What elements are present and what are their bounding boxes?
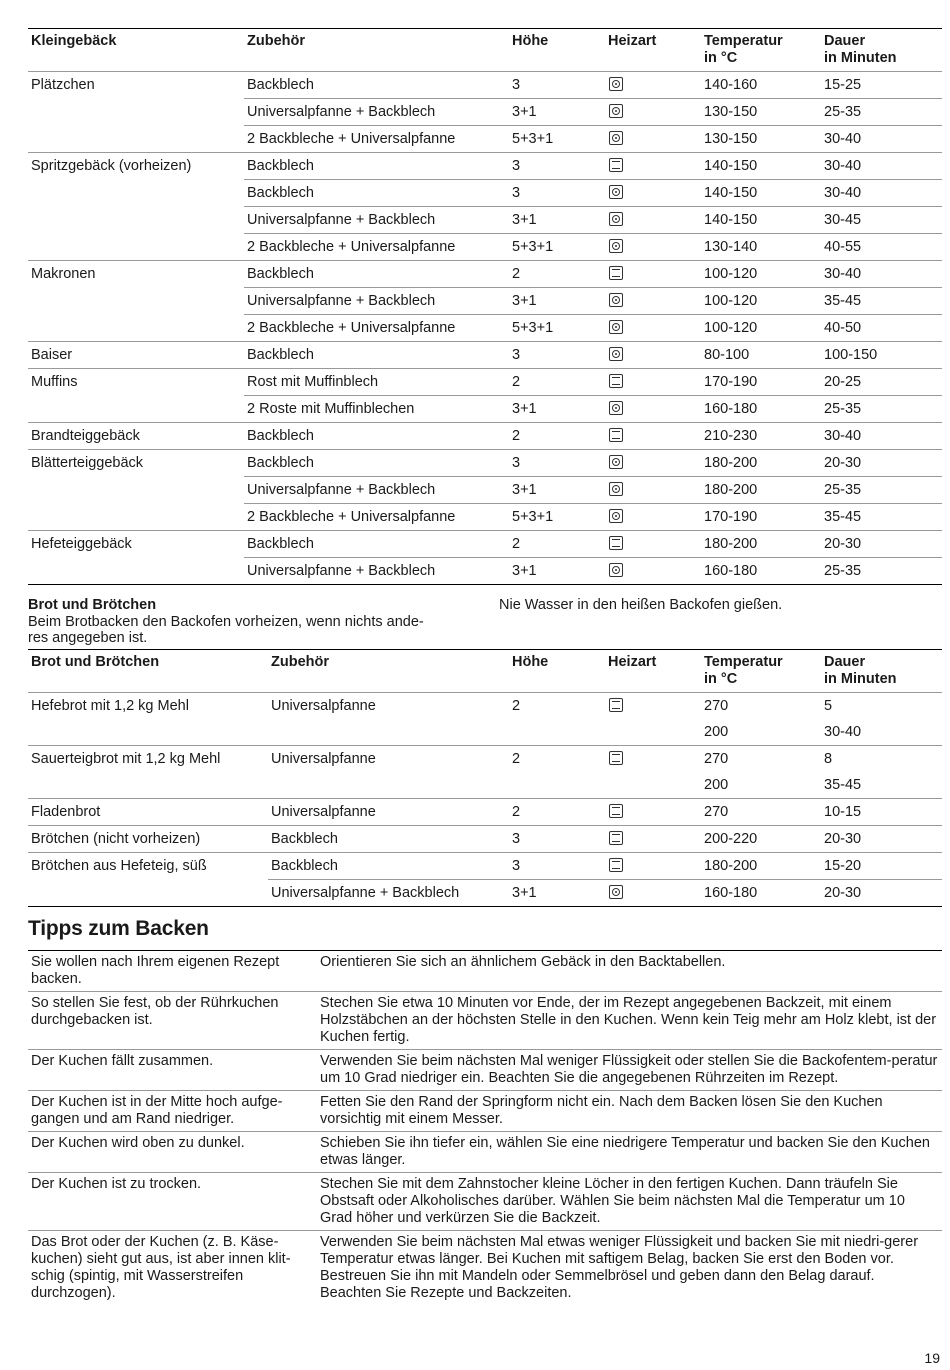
hot-air-fan-icon	[609, 885, 623, 899]
accessory: 2 Backbleche + Universalpfanne	[244, 234, 509, 261]
tip-problem: Der Kuchen ist zu trocken.	[28, 1173, 317, 1231]
tip-row	[28, 1050, 942, 1091]
tip-row	[28, 1173, 942, 1231]
duration: 35-45	[824, 777, 862, 793]
table-row	[28, 558, 942, 585]
duration: 30-40	[821, 180, 942, 207]
item-name: Brötchen (nicht vorheizen)	[28, 826, 268, 853]
item-name	[28, 504, 244, 531]
hot-air-fan-icon	[609, 212, 623, 226]
temperature: 200-220	[701, 826, 821, 853]
column-header: Heizart	[608, 654, 657, 670]
accessory: Universalpfanne + Backblech	[244, 477, 509, 504]
page-number: 19	[924, 1350, 940, 1366]
temperature: 170-190	[701, 504, 821, 531]
temperature: 140-150	[701, 207, 821, 234]
heating-mode	[605, 72, 701, 99]
hot-air-fan-icon	[609, 347, 623, 361]
temperature: 130-140	[701, 234, 821, 261]
tip-solution: Verwenden Sie beim nächsten Mal etwas weniger Flüssigkeit und backen Sie mit niedri-gerer Temperatur etwas länger. Bei Kuchen mit saftigem Belag, backen Sie erst den Boden vor. Bestreuen Sie ihn mit Mandeln oder Semmelbrösel und geben dann den Belag darauf. Beachten Sie Rezepte und Backzeiten.	[317, 1231, 942, 1306]
table-row	[28, 450, 942, 477]
level: 2	[509, 693, 605, 720]
column-header: Brot und Brötchen	[31, 654, 160, 670]
item-name	[28, 772, 268, 799]
duration: 35-45	[821, 288, 942, 315]
accessory: Backblech	[244, 72, 509, 99]
tip-row	[28, 1132, 942, 1173]
heating-mode	[605, 369, 701, 396]
heating-mode	[605, 207, 701, 234]
table-row	[28, 99, 942, 126]
item-name: Makronen	[28, 261, 244, 288]
hot-air-fan-icon	[609, 185, 623, 199]
item-name: Fladenbrot	[28, 799, 268, 826]
duration: 8	[821, 746, 942, 773]
accessory: Backblech	[268, 853, 509, 880]
hot-air-fan-icon	[609, 131, 623, 145]
column-header: Dauer in Minuten	[824, 654, 897, 687]
accessory: Universalpfanne + Backblech	[268, 880, 509, 907]
table-row	[28, 772, 942, 799]
item-name: Brötchen aus Hefeteig, süß	[28, 853, 268, 880]
table-row	[28, 880, 942, 907]
temperature: 140-150	[701, 153, 821, 180]
table-row	[28, 72, 942, 99]
table-row	[28, 477, 942, 504]
level: 3+1	[509, 396, 605, 423]
tips-table	[28, 950, 942, 1305]
level: 5+3+1	[509, 126, 605, 153]
table-row	[28, 853, 942, 880]
temperature: 100-120	[701, 288, 821, 315]
table-row	[28, 531, 942, 558]
hot-air-fan-icon	[609, 77, 623, 91]
accessory: Universalpfanne + Backblech	[244, 558, 509, 585]
duration: 30-40	[824, 724, 862, 740]
level: 3+1	[509, 558, 605, 585]
duration: 30-40	[821, 126, 942, 153]
item-name: Plätzchen	[28, 72, 244, 99]
duration: 25-35	[821, 477, 942, 504]
duration: 25-35	[821, 558, 942, 585]
level	[509, 719, 605, 746]
tip-solution: Fetten Sie den Rand der Springform nicht ein. Nach dem Backen lösen Sie den Kuchen vorsichtig mit einem Messer.	[317, 1091, 942, 1132]
level: 3	[509, 153, 605, 180]
accessory: Universalpfanne	[268, 746, 509, 773]
heating-mode	[605, 772, 701, 799]
top-bottom-heat-icon	[609, 536, 623, 550]
table-header	[28, 29, 942, 72]
heating-mode	[605, 826, 701, 853]
column-header: Temperatur in °C	[704, 654, 783, 687]
tip-problem: Der Kuchen fällt zusammen.	[28, 1050, 317, 1091]
accessory: 2 Backbleche + Universalpfanne	[244, 315, 509, 342]
table-row	[28, 719, 942, 746]
tip-row	[28, 951, 942, 992]
heating-mode	[605, 477, 701, 504]
temperature: 200	[704, 777, 729, 793]
item-name	[28, 477, 244, 504]
table-row	[28, 288, 942, 315]
level: 3	[509, 180, 605, 207]
top-bottom-heat-icon	[609, 751, 623, 765]
heating-mode	[605, 880, 701, 907]
hot-air-fan-icon	[609, 455, 623, 469]
temperature: 130-150	[701, 99, 821, 126]
table-row	[28, 315, 942, 342]
table-row	[28, 504, 942, 531]
temperature: 180-200	[701, 531, 821, 558]
tip-solution: Stechen Sie mit dem Zahnstocher kleine Löcher in den fertigen Kuchen. Dann träufeln Sie Obstsaft oder Alkoholisches darüber. Wählen Sie beim nächsten Mal die Temperatur um 10 Grad höher und verkürzen Sie die Backzeit.	[317, 1173, 942, 1231]
table-row	[28, 207, 942, 234]
temperature: 180-200	[701, 450, 821, 477]
temperature: 180-200	[701, 853, 821, 880]
temperature: 170-190	[701, 369, 821, 396]
table-row	[28, 826, 942, 853]
heating-mode	[605, 799, 701, 826]
accessory: Backblech	[244, 153, 509, 180]
heating-mode	[605, 450, 701, 477]
item-name	[28, 315, 244, 342]
duration: 20-30	[821, 826, 942, 853]
accessory: Universalpfanne + Backblech	[244, 207, 509, 234]
tip-problem: Das Brot oder der Kuchen (z. B. Käse-kuchen) sieht gut aus, ist aber innen klit-schig (spintig, mit Wasserstreifen durchzogen).	[28, 1231, 317, 1306]
level: 3+1	[509, 880, 605, 907]
temperature: 160-180	[701, 396, 821, 423]
bread-intro-note: Nie Wasser in den heißen Backofen gießen.	[499, 597, 783, 613]
heating-mode	[605, 693, 701, 720]
hot-air-fan-icon	[609, 509, 623, 523]
column-header: Kleingebäck	[31, 33, 117, 49]
level: 2	[509, 746, 605, 773]
top-bottom-heat-icon	[609, 804, 623, 818]
table-row	[28, 342, 942, 369]
level: 2	[509, 799, 605, 826]
column-header: Temperatur in °C	[704, 33, 783, 66]
top-bottom-heat-icon	[609, 858, 623, 872]
heating-mode	[605, 153, 701, 180]
table-row	[28, 799, 942, 826]
tip-row	[28, 1091, 942, 1132]
accessory: Backblech	[244, 423, 509, 450]
column-header: Zubehör	[247, 33, 305, 49]
bread-intro	[28, 597, 942, 649]
table-kleingebaeck	[28, 28, 942, 585]
tip-row	[28, 1231, 942, 1306]
hot-air-fan-icon	[609, 104, 623, 118]
table-brot	[28, 649, 942, 907]
accessory: Backblech	[268, 826, 509, 853]
duration: 20-30	[821, 450, 942, 477]
table-row	[28, 369, 942, 396]
item-name: Sauerteigbrot mit 1,2 kg Mehl	[28, 746, 268, 773]
top-bottom-heat-icon	[609, 698, 623, 712]
heating-mode	[605, 315, 701, 342]
heating-mode	[605, 234, 701, 261]
duration: 5	[821, 693, 942, 720]
top-bottom-heat-icon	[609, 158, 623, 172]
tip-problem: Der Kuchen wird oben zu dunkel.	[28, 1132, 317, 1173]
temperature: 160-180	[701, 558, 821, 585]
duration: 30-40	[821, 261, 942, 288]
accessory: Universalpfanne + Backblech	[244, 99, 509, 126]
heating-mode	[605, 504, 701, 531]
tip-solution: Stechen Sie etwa 10 Minuten vor Ende, der im Rezept angegebenen Backzeit, mit einem Holzstäbchen an der höchsten Stelle in den Kuchen. Wenn kein Teig mehr am Holz klebt, ist der Kuchen fertig.	[317, 992, 942, 1050]
level: 3+1	[509, 207, 605, 234]
duration: 40-55	[821, 234, 942, 261]
level: 3	[509, 853, 605, 880]
table-row	[28, 234, 942, 261]
heating-mode	[605, 423, 701, 450]
level: 5+3+1	[509, 504, 605, 531]
heating-mode	[605, 99, 701, 126]
level: 2	[509, 531, 605, 558]
temperature: 210-230	[701, 423, 821, 450]
temperature: 130-150	[701, 126, 821, 153]
item-name	[28, 719, 268, 746]
temperature: 270	[701, 693, 821, 720]
level	[509, 772, 605, 799]
heating-mode	[605, 853, 701, 880]
top-bottom-heat-icon	[609, 374, 623, 388]
item-name: Baiser	[28, 342, 244, 369]
level: 2	[509, 261, 605, 288]
top-bottom-heat-icon	[609, 428, 623, 442]
item-name: Muffins	[28, 369, 244, 396]
accessory: Universalpfanne	[268, 693, 509, 720]
temperature: 100-120	[701, 261, 821, 288]
accessory: 2 Backbleche + Universalpfanne	[244, 504, 509, 531]
accessory: Backblech	[244, 342, 509, 369]
bread-intro-text: Beim Brotbacken den Backofen vorheizen, wenn nichts ande- res angegeben ist.	[28, 613, 424, 646]
duration: 25-35	[821, 396, 942, 423]
accessory	[268, 719, 509, 746]
temperature: 270	[701, 799, 821, 826]
level: 3+1	[509, 477, 605, 504]
accessory: Backblech	[244, 261, 509, 288]
tip-problem: So stellen Sie fest, ob der Rührkuchen durchgebacken ist.	[28, 992, 317, 1050]
heating-mode	[605, 558, 701, 585]
item-name: Brandteiggebäck	[28, 423, 244, 450]
item-name	[28, 288, 244, 315]
hot-air-fan-icon	[609, 563, 623, 577]
item-name: Hefebrot mit 1,2 kg Mehl	[28, 693, 268, 720]
page	[28, 28, 942, 1305]
hot-air-fan-icon	[609, 401, 623, 415]
accessory: Universalpfanne + Backblech	[244, 288, 509, 315]
heating-mode	[605, 288, 701, 315]
duration: 25-35	[821, 99, 942, 126]
duration: 20-25	[821, 369, 942, 396]
duration: 30-40	[821, 153, 942, 180]
level: 2	[509, 423, 605, 450]
level: 3	[509, 342, 605, 369]
item-name	[28, 396, 244, 423]
duration: 10-15	[821, 799, 942, 826]
accessory: Rost mit Muffinblech	[244, 369, 509, 396]
table-header	[28, 650, 942, 693]
item-name	[28, 207, 244, 234]
accessory: Backblech	[244, 180, 509, 207]
heating-mode	[605, 261, 701, 288]
temperature: 140-160	[701, 72, 821, 99]
accessory: Backblech	[244, 450, 509, 477]
level: 3+1	[509, 288, 605, 315]
column-header: Höhe	[512, 654, 549, 670]
temperature: 270	[701, 746, 821, 773]
table-row	[28, 180, 942, 207]
accessory: Backblech	[244, 531, 509, 558]
table-row	[28, 423, 942, 450]
column-header: Zubehör	[271, 654, 329, 670]
level: 5+3+1	[509, 315, 605, 342]
item-name	[28, 880, 268, 907]
top-bottom-heat-icon	[609, 266, 623, 280]
item-name	[28, 99, 244, 126]
tip-problem: Sie wollen nach Ihrem eigenen Rezept backen.	[31, 954, 280, 987]
heating-mode	[605, 126, 701, 153]
temperature: 200	[704, 724, 729, 740]
tip-problem: Der Kuchen ist in der Mitte hoch aufge-gangen und am Rand niedriger.	[28, 1091, 317, 1132]
item-name	[28, 558, 244, 585]
heating-mode	[605, 719, 701, 746]
duration: 20-30	[821, 880, 942, 907]
level: 3	[509, 450, 605, 477]
item-name	[28, 126, 244, 153]
temperature: 180-200	[701, 477, 821, 504]
heating-mode	[605, 746, 701, 773]
bread-intro-heading: Brot und Brötchen	[28, 597, 157, 613]
tips-title: Tipps zum Backen	[28, 917, 209, 940]
temperature: 160-180	[701, 880, 821, 907]
table-row	[28, 396, 942, 423]
temperature: 100-120	[701, 315, 821, 342]
temperature: 80-100	[701, 342, 821, 369]
duration: 20-30	[821, 531, 942, 558]
accessory: Universalpfanne	[268, 799, 509, 826]
accessory: 2 Roste mit Muffinblechen	[244, 396, 509, 423]
table-row	[28, 261, 942, 288]
item-name: Blätterteiggebäck	[28, 450, 244, 477]
tip-solution: Orientieren Sie sich an ähnlichem Gebäck in den Backtabellen.	[320, 954, 726, 970]
tip-solution: Verwenden Sie beim nächsten Mal weniger Flüssigkeit oder stellen Sie die Backofentem-peratur um 10 Grad niedriger ein. Beachten Sie die angegebenen Rührzeiten im Rezept.	[317, 1050, 942, 1091]
column-header: Dauer in Minuten	[824, 33, 897, 66]
tip-row	[28, 992, 942, 1050]
heating-mode	[605, 531, 701, 558]
top-bottom-heat-icon	[609, 831, 623, 845]
table-row	[28, 153, 942, 180]
level: 3+1	[509, 99, 605, 126]
hot-air-fan-icon	[609, 239, 623, 253]
duration: 100-150	[821, 342, 942, 369]
item-name: Hefeteiggebäck	[28, 531, 244, 558]
level: 3	[509, 826, 605, 853]
accessory	[268, 772, 509, 799]
column-header: Heizart	[608, 33, 657, 49]
duration: 30-45	[821, 207, 942, 234]
column-header: Höhe	[512, 33, 549, 49]
level: 2	[509, 369, 605, 396]
tip-solution: Schieben Sie ihn tiefer ein, wählen Sie eine niedrigere Temperatur und backen Sie den Kuchen etwas länger.	[317, 1132, 942, 1173]
table-row	[28, 693, 942, 720]
table-row	[28, 746, 942, 773]
accessory: 2 Backbleche + Universalpfanne	[244, 126, 509, 153]
duration: 15-20	[821, 853, 942, 880]
temperature: 140-150	[701, 180, 821, 207]
duration: 35-45	[821, 504, 942, 531]
duration: 30-40	[821, 423, 942, 450]
hot-air-fan-icon	[609, 482, 623, 496]
heating-mode	[605, 396, 701, 423]
heating-mode	[605, 180, 701, 207]
hot-air-fan-icon	[609, 293, 623, 307]
level: 5+3+1	[509, 234, 605, 261]
hot-air-fan-icon	[609, 320, 623, 334]
item-name: Spritzgebäck (vorheizen)	[28, 153, 244, 180]
item-name	[28, 180, 244, 207]
duration: 15-25	[821, 72, 942, 99]
level: 3	[509, 72, 605, 99]
duration: 40-50	[821, 315, 942, 342]
heating-mode	[605, 342, 701, 369]
table-row	[28, 126, 942, 153]
item-name	[28, 234, 244, 261]
